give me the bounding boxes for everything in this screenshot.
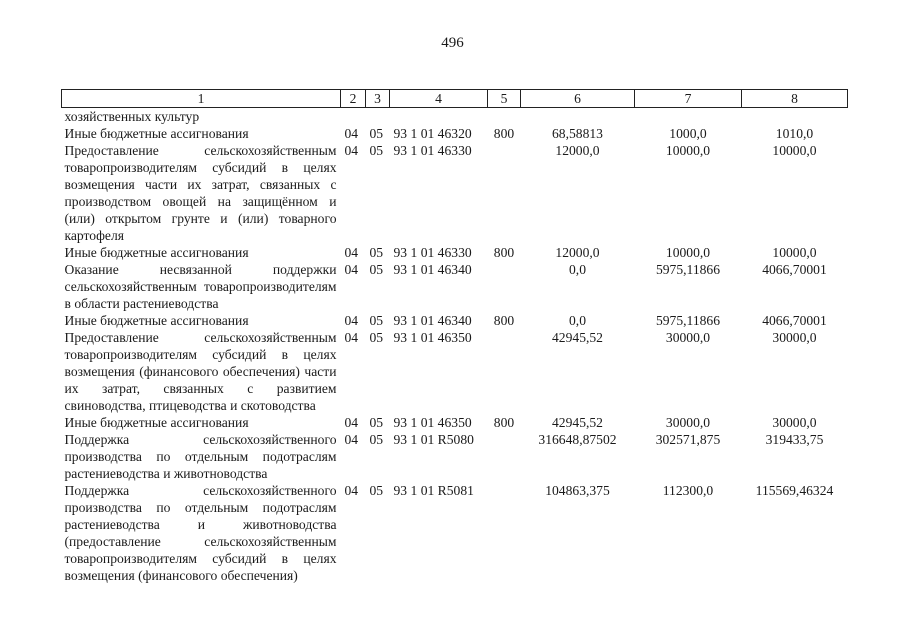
target-article-cell: 93 1 01 46340 xyxy=(393,262,472,277)
amount-cell xyxy=(635,108,742,126)
column-header: 1 xyxy=(62,90,341,108)
expense-type-cell xyxy=(488,108,521,126)
expense-type-cell: 800 xyxy=(493,415,515,430)
amount-cell: 104863,375 xyxy=(545,483,610,498)
row-name-cell: хозяйственных культур xyxy=(64,109,200,124)
budget-table xyxy=(61,89,848,584)
subsection-code-cell: 05 xyxy=(369,126,384,141)
table-row xyxy=(62,261,848,312)
column-header: 5 xyxy=(488,90,521,108)
column-header: 3 xyxy=(366,90,390,108)
expense-type-cell xyxy=(488,142,521,244)
amount-cell: 4066,70001 xyxy=(762,262,827,277)
section-code-cell: 04 xyxy=(344,245,359,260)
row-name-cell: Предоставление сельскохозяйственным товаропроизводителям субсидий в целях возмещения (финансового обеспечения) части их затрат, связанных с развитием свиноводства, птицеводства и скотоводства xyxy=(64,330,337,413)
amount-cell: 0,0 xyxy=(569,313,586,328)
amount-cell: 302571,875 xyxy=(655,432,721,447)
row-name-cell: Оказание несвязанной поддержки сельскохозяйственным товаропроизводителям в области растениеводства xyxy=(64,262,337,311)
section-code-cell: 04 xyxy=(344,143,359,158)
page-number: 496 xyxy=(441,35,464,51)
column-header: 6 xyxy=(521,90,635,108)
row-name-cell: Иные бюджетные ассигнования xyxy=(64,126,249,141)
subsection-code-cell: 05 xyxy=(369,483,384,498)
section-code-cell: 04 xyxy=(344,313,359,328)
subsection-code-cell: 05 xyxy=(369,313,384,328)
amount-cell: 30000,0 xyxy=(772,330,817,345)
subsection-code-cell: 05 xyxy=(369,245,384,260)
section-code-cell: 04 xyxy=(344,126,359,141)
amount-cell: 1010,0 xyxy=(775,126,814,141)
amount-cell: 30000,0 xyxy=(772,415,817,430)
table-row xyxy=(62,431,848,482)
amount-cell: 316648,87502 xyxy=(538,432,617,447)
subsection-code-cell: 05 xyxy=(369,330,384,345)
row-name-cell: Поддержка сельскохозяйственного производства по отдельным подотраслям растениеводства и животноводства xyxy=(64,432,337,481)
expense-type-cell: 800 xyxy=(493,126,515,141)
amount-cell: 10000,0 xyxy=(665,245,711,260)
target-article-cell: 93 1 01 R5081 xyxy=(393,483,474,498)
amount-cell: 42945,52 xyxy=(552,330,603,345)
section-code-cell: 04 xyxy=(344,262,359,277)
amount-cell: 5975,11866 xyxy=(655,313,721,328)
amount-cell: 12000,0 xyxy=(555,245,600,260)
table-row xyxy=(62,329,848,414)
expense-type-cell xyxy=(488,261,521,312)
expense-type-cell xyxy=(488,431,521,482)
amount-cell: 112300,0 xyxy=(662,483,714,498)
section-code-cell: 04 xyxy=(344,330,359,345)
amount-cell: 1000,0 xyxy=(669,126,707,141)
subsection-code-cell: 05 xyxy=(369,143,384,158)
row-name-cell: Иные бюджетные ассигнования xyxy=(64,313,249,328)
target-article-cell: 93 1 01 46350 xyxy=(393,330,472,345)
subsection-code-cell: 05 xyxy=(369,432,384,447)
column-header: 7 xyxy=(635,90,742,108)
table-row xyxy=(62,108,848,126)
row-name-cell: Иные бюджетные ассигнования xyxy=(64,415,249,430)
target-article-cell: 93 1 01 46330 xyxy=(393,143,472,158)
row-name-cell: Поддержка сельскохозяйственного производства по отдельным подотраслям растениеводства и животноводства (предоставление сельскохозяйственным товаропроизводителям субсидий в целях возмещения (финансового обеспечения) xyxy=(64,483,337,583)
subsection-code-cell xyxy=(366,108,390,126)
expense-type-cell xyxy=(488,329,521,414)
expense-type-cell: 800 xyxy=(493,245,515,260)
table-row xyxy=(62,142,848,244)
target-article-cell: 93 1 01 R5080 xyxy=(393,432,474,447)
table-row xyxy=(62,125,848,142)
subsection-code-cell: 05 xyxy=(369,262,384,277)
amount-cell: 42945,52 xyxy=(552,415,603,430)
amount-cell: 5975,11866 xyxy=(655,262,721,277)
expense-type-cell: 800 xyxy=(493,313,515,328)
target-article-cell: 93 1 01 46340 xyxy=(393,313,472,328)
amount-cell: 10000,0 xyxy=(772,245,817,260)
amount-cell: 4066,70001 xyxy=(762,313,827,328)
amount-cell: 68,58813 xyxy=(552,126,603,141)
amount-cell: 10000,0 xyxy=(665,143,711,158)
table-row xyxy=(62,414,848,431)
amount-cell: 115569,46324 xyxy=(755,483,834,498)
subsection-code-cell: 05 xyxy=(369,415,384,430)
target-article-cell: 93 1 01 46330 xyxy=(393,245,472,260)
column-header: 8 xyxy=(742,90,848,108)
column-header: 2 xyxy=(341,90,366,108)
section-code-cell: 04 xyxy=(344,432,359,447)
table-row xyxy=(62,244,848,261)
target-article-cell xyxy=(390,108,488,126)
amount-cell: 319433,75 xyxy=(765,432,824,447)
column-number-row xyxy=(62,90,848,108)
amount-cell: 12000,0 xyxy=(555,143,600,158)
target-article-cell: 93 1 01 46320 xyxy=(393,126,472,141)
row-name-cell: Иные бюджетные ассигнования xyxy=(64,245,249,260)
section-code-cell: 04 xyxy=(344,415,359,430)
amount-cell: 30000,0 xyxy=(665,415,711,430)
amount-cell xyxy=(521,108,635,126)
expense-type-cell xyxy=(488,482,521,584)
table-row xyxy=(62,482,848,584)
column-header: 4 xyxy=(390,90,488,108)
amount-cell: 0,0 xyxy=(569,262,586,277)
amount-cell: 10000,0 xyxy=(772,143,817,158)
target-article-cell: 93 1 01 46350 xyxy=(393,415,472,430)
table-body xyxy=(62,108,848,585)
table-row xyxy=(62,312,848,329)
amount-cell: 30000,0 xyxy=(665,330,711,345)
amount-cell xyxy=(742,108,848,126)
section-code-cell xyxy=(341,108,366,126)
section-code-cell: 04 xyxy=(344,483,359,498)
row-name-cell: Предоставление сельскохозяйственным товаропроизводителям субсидий в целях возмещения части их затрат, связанных с производством овощей на защищённом и (или) открытом грунте и (или) товарного картофеля xyxy=(64,143,337,243)
